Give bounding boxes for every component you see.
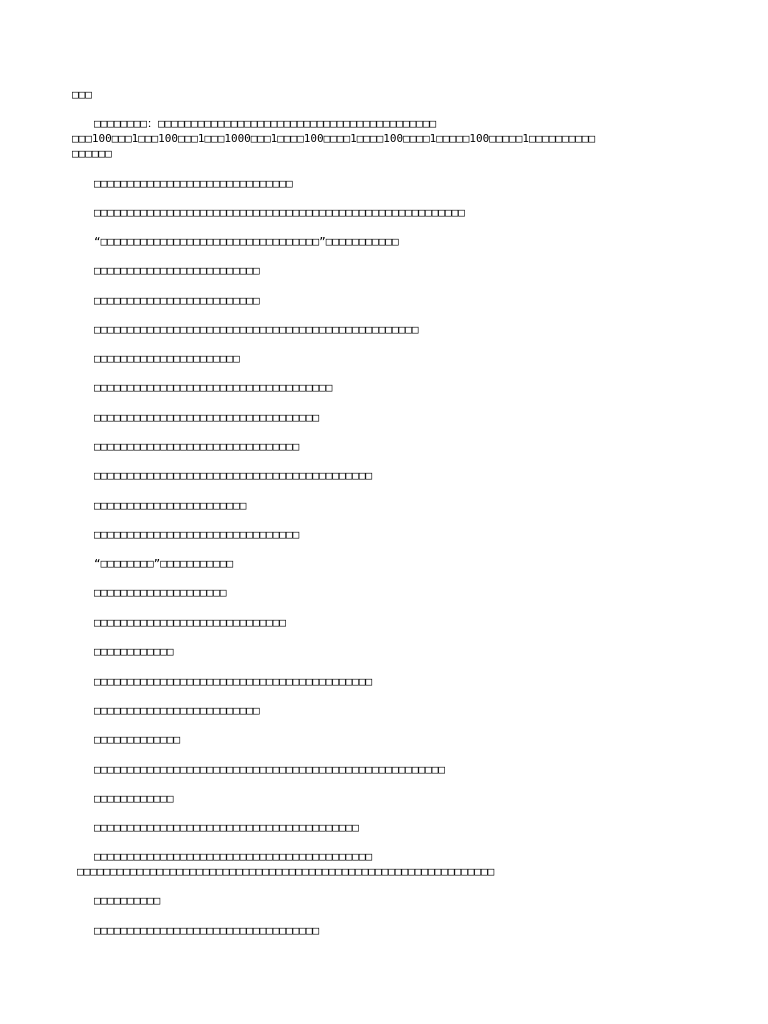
- paragraph-line: □□□□□□□□□□□□□□□□□□□□□□□□□□□□□□□□□□□□□□□□□□□□□□□□□□□□□□□□: [72, 206, 465, 219]
- paragraph-line: □□□□□□□□□□: [72, 894, 161, 907]
- paragraph-line: □□□100□□□1□□□100□□□1□□□1000□□□1□□□□100□□□□1□□□□100□□□□1□□□□□100□□□□□1□□□□□□□□□□: [72, 132, 596, 145]
- paragraph-line: □□□□□□□□□□□□□□□□□□□□□□□: [72, 499, 247, 512]
- paragraph-line: □□□□□□□□：□□□□□□□□□□□□□□□□□□□□□□□□□□□□□□□□□□□□□□□□□□: [72, 117, 437, 130]
- paragraph-line: □□□□□□□□□□□□□: [72, 733, 181, 746]
- paragraph-line: □□□□□□□□□□□□□□□□□□□□□□□□□□□□□: [72, 616, 287, 629]
- paragraph-line: □□□□□□□□□□□□□□□□□□□□□□□□□□□□□□: [72, 177, 293, 190]
- paragraph-line: “□□□□□□□□□□□□□□□□□□□□□□□□□□□□□□□□□”□□□□□□□□□□□: [72, 235, 399, 248]
- paragraph-line: □□□□□□□□□□□□□□□□□□□□□□□□□□□□□□□□□□□□: [72, 381, 333, 394]
- paragraph-line: □□□□□□□□□□□□□□□□□□□□□□□□□: [72, 704, 260, 717]
- paragraph-line: □□□□□□□□□□□□: [72, 645, 174, 658]
- paragraph-line: □□□□□□□□□□□□□□□□□□□□□□□□□□□□□□□□□□□□□□□□□□: [72, 675, 373, 688]
- paragraph-line: □□□□□□□□□□□□□□□□□□□□□□□□□□□□□□□□□□: [72, 924, 320, 937]
- paragraph-line: □□□□□□□□□□□□□□□□□□□□□□□□□□□□□□□: [72, 528, 300, 541]
- paragraph-line: □□□□□□□□□□□□□□□□□□□□□□: [72, 352, 240, 365]
- paragraph-line: □□□□□□□□□□□□□□□□□□□□□□□□□: [72, 294, 260, 307]
- paragraph-line: □□□□□□□□□□□□□□□□□□□□□□□□□□□□□□□□□□□□□□□□□□: [72, 850, 373, 863]
- paragraph-line: □□□□□□□□□□□□□□□□□□□□□□□□□□□□□□□□□□□□□□□□: [72, 821, 359, 834]
- paragraph-line: □□□□□□□□□□□□: [72, 792, 174, 805]
- paragraph-line: □□□□□□□□□□□□□□□□□□□□: [72, 586, 227, 599]
- paragraph-line: □□□□□□□□□□□□□□□□□□□□□□□□□□□□□□□□□□□□□□□□□□□□□□□□□: [72, 323, 419, 336]
- paragraph-line: □□□□□□□□□□□□□□□□□□□□□□□□□□□□□□□□□□□□□□□□□□□□□□□□□□□□□: [72, 763, 445, 776]
- paragraph-line: □□□□□□□□□□□□□□□□□□□□□□□□□: [72, 264, 260, 277]
- paragraph-line: □□□□□□□□□□□□□□□□□□□□□□□□□□□□□□□□□□□□□□□□□□□□□□□□□□□□□□□□□□□□□□□: [77, 865, 495, 878]
- document-title: □□□: [72, 88, 92, 101]
- paragraph-line: □□□□□□: [72, 147, 112, 160]
- paragraph-line: □□□□□□□□□□□□□□□□□□□□□□□□□□□□□□□: [72, 440, 300, 453]
- paragraph-line: □□□□□□□□□□□□□□□□□□□□□□□□□□□□□□□□□□□□□□□□□□: [72, 469, 373, 482]
- paragraph-line: “□□□□□□□□”□□□□□□□□□□□: [72, 557, 234, 570]
- paragraph-line: □□□□□□□□□□□□□□□□□□□□□□□□□□□□□□□□□□: [72, 411, 320, 424]
